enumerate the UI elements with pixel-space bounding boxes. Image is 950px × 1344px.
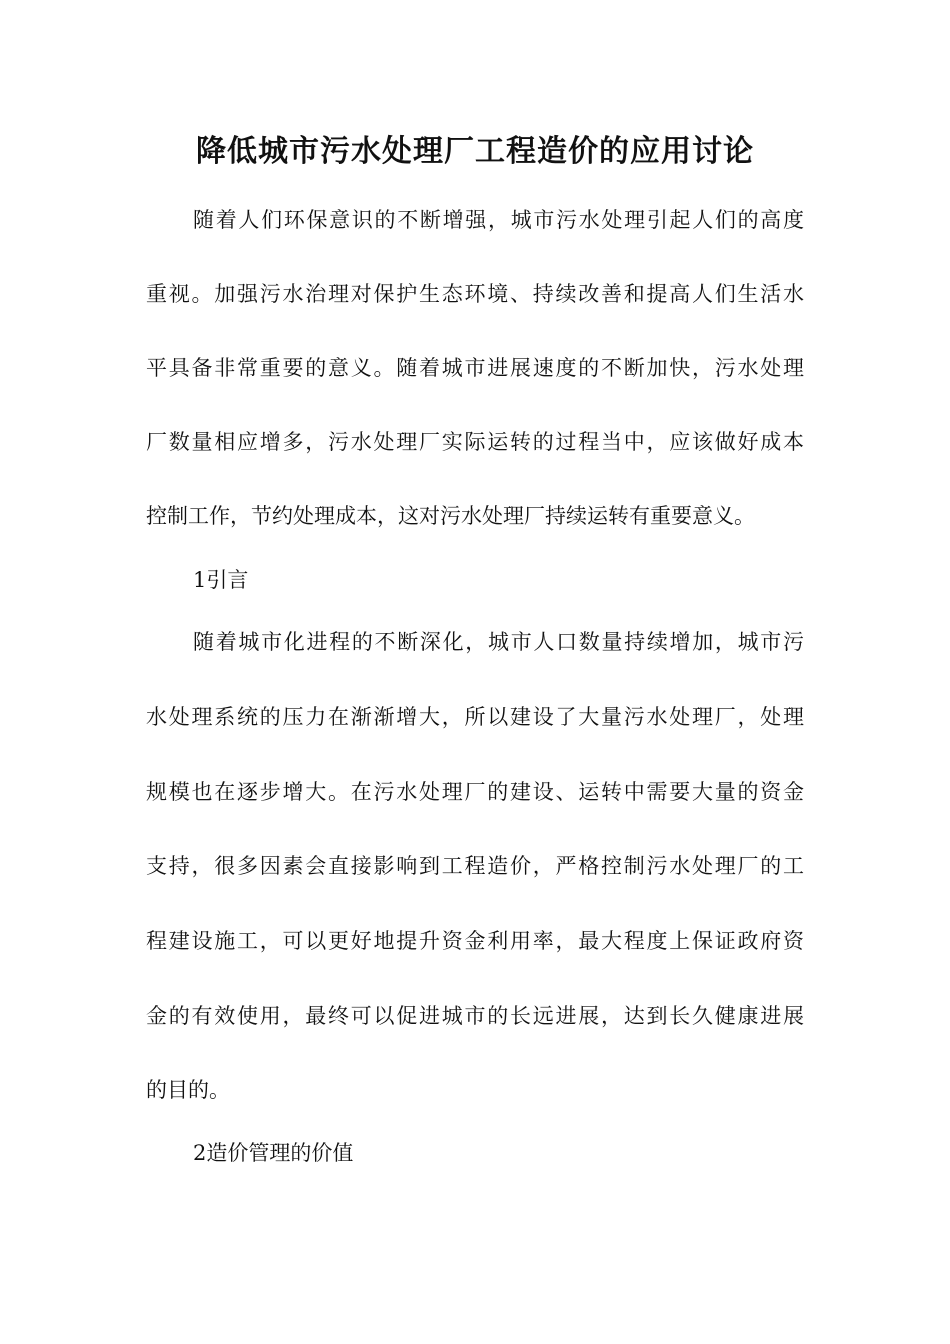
paragraph-line: 控制工作，节约处理成本，这对污水处理厂持续运转有重要意义。 — [146, 504, 755, 528]
paragraph-line: 随着城市化进程的不断深化，城市人口数量持续增加，城市污 — [193, 630, 804, 654]
section-heading-1: 1引言 — [193, 568, 249, 592]
section-heading-2: 2造价管理的价值 — [193, 1141, 354, 1165]
paragraph-line: 程建设施工，可以更好地提升资金利用率，最大程度上保证政府资 — [146, 929, 804, 953]
paragraph-line: 平具备非常重要的意义。随着城市进展速度的不断加快，污水处理 — [146, 356, 804, 380]
paragraph-line: 厂数量相应增多，污水处理厂实际运转的过程当中，应该做好成本 — [146, 430, 804, 454]
paragraph-line: 水处理系统的压力在渐渐增大，所以建设了大量污水处理厂，处理 — [146, 705, 804, 729]
paragraph-line: 的目的。 — [146, 1078, 230, 1102]
paragraph-line: 金的有效使用，最终可以促进城市的长远进展，达到长久健康进展 — [146, 1004, 804, 1028]
paragraph-line: 规模也在逐步增大。在污水处理厂的建设、运转中需要大量的资金 — [146, 780, 804, 804]
paragraph-line: 支持，很多因素会直接影响到工程造价，严格控制污水处理厂的工 — [146, 854, 804, 878]
paragraph-line: 随着人们环保意识的不断增强，城市污水处理引起人们的高度 — [193, 208, 804, 232]
paragraph-line: 重视。加强污水治理对保护生态环境、持续改善和提高人们生活水 — [146, 282, 804, 306]
document-title: 降低城市污水处理厂工程造价的应用讨论 — [196, 134, 754, 169]
